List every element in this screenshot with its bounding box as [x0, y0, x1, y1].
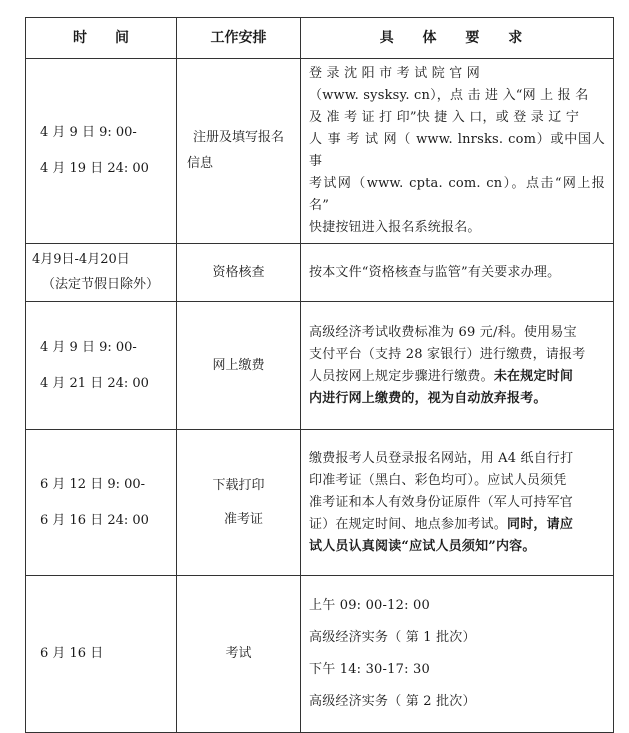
requirement-text — [309, 366, 605, 388]
requirement-text: 人 事 考 试 网（ www. lnrsks. com）或中国人事 — [309, 132, 605, 169]
exam-session-subject: 高级经济实务（ 第 1 批次） — [309, 630, 476, 645]
task-text: 考试 — [225, 646, 252, 661]
requirement-text: 高级经济考试收费标准为 69 元/科。使用易宝 — [309, 324, 577, 340]
header-requirements: 具 体 要 求 — [301, 18, 614, 59]
task-cell — [177, 59, 301, 244]
requirement-warning: 同时，请应 — [507, 516, 574, 532]
requirement-text: （www. sysksy. cn），点 击 进 入“网 上 报 名 — [309, 88, 589, 103]
exam-session-time: 下午 14: 30-17: 30 — [309, 662, 430, 677]
task-cell — [177, 244, 301, 302]
table-row — [26, 430, 614, 576]
time-cell — [26, 59, 177, 244]
task-cell — [177, 576, 301, 733]
requirement-text: 考试网（www. cpta. com. cn）。点击“网上报名” — [309, 176, 605, 213]
time-text: 4 月 21 日 24: 00 — [40, 375, 149, 391]
table-row — [26, 244, 614, 302]
requirement-text: 快捷按钮进入报名系统报名。 — [309, 220, 481, 235]
requirement-text: 证）在规定时间、地点参加考试。 — [309, 516, 508, 532]
schedule-table — [25, 17, 614, 733]
requirement-text: 支付平台（支持 28 家银行）进行缴费，请报考 — [309, 346, 586, 362]
time-cell — [26, 244, 177, 302]
time-cell — [26, 302, 177, 430]
requirement-warning — [309, 388, 605, 410]
task-text: 注册及填写报名 — [192, 130, 284, 145]
header-task: 工作安排 — [177, 18, 301, 59]
time-text: 4月9日-4月20日 — [32, 251, 130, 267]
requirement-text: 及 准 考 证 打 印”快 捷 入 口，或 登 录 辽 宁 — [309, 110, 580, 125]
requirement-cell — [301, 244, 614, 302]
requirement-text: 准考证和本人有效身份证原件（军人可持军官 — [309, 494, 574, 510]
requirement-cell — [301, 59, 614, 244]
task-cell — [177, 302, 301, 430]
requirement-cell — [301, 576, 614, 733]
exam-session-time: 上午 09: 00-12: 00 — [309, 598, 430, 613]
time-text: 4 月 19 日 24: 00 — [40, 161, 149, 176]
requirement-text: 印准考证（黑白、彩色均可）。应试人员须凭 — [309, 472, 567, 488]
requirement-text: 按本文件“资格核查与监管”有关要求办理。 — [309, 264, 561, 280]
requirement-warning: 试人员认真阅读“应试人员须知”内容。 — [309, 538, 536, 554]
time-cell — [26, 430, 177, 576]
time-text: 6 月 12 日 9: 00- — [40, 476, 146, 492]
requirement-text — [309, 514, 605, 536]
requirement-cell — [301, 430, 614, 576]
table-row — [26, 576, 614, 733]
time-text: 4 月 9 日 9: 00- — [40, 339, 137, 355]
task-text: 准考证 — [223, 511, 263, 527]
task-cell — [177, 430, 301, 576]
requirement-warning: 内进行网上缴费的，视为自动放弃报考。 — [309, 390, 547, 406]
table-row — [26, 302, 614, 430]
requirement-cell — [301, 302, 614, 430]
table-row — [26, 59, 614, 244]
task-text: 网上缴费 — [212, 357, 265, 373]
task-text: 下载打印 — [212, 477, 265, 493]
time-text: （法定节假日除外） — [42, 276, 160, 292]
requirement-warning: 未在规定时间 — [493, 368, 574, 384]
requirement-warning — [309, 536, 605, 558]
task-text: 资格核查 — [212, 264, 265, 280]
requirement-text: 缴费报考人员登录报名网站，用 A4 纸自行打 — [309, 450, 574, 466]
time-text: 4 月 9 日 9: 00- — [40, 125, 137, 140]
time-text: 6 月 16 日 — [40, 646, 104, 661]
task-text: 信息 — [187, 156, 214, 171]
requirement-text: 登 录 沈 阳 市 考 试 院 官 网 — [309, 66, 480, 81]
header-time: 时 间 — [26, 18, 177, 59]
table-header-row — [26, 18, 614, 59]
time-cell — [26, 576, 177, 733]
time-text: 6 月 16 日 24: 00 — [40, 512, 149, 528]
exam-session-subject: 高级经济实务（ 第 2 批次） — [309, 694, 476, 709]
requirement-text: 人员按网上规定步骤进行缴费。 — [309, 368, 494, 384]
